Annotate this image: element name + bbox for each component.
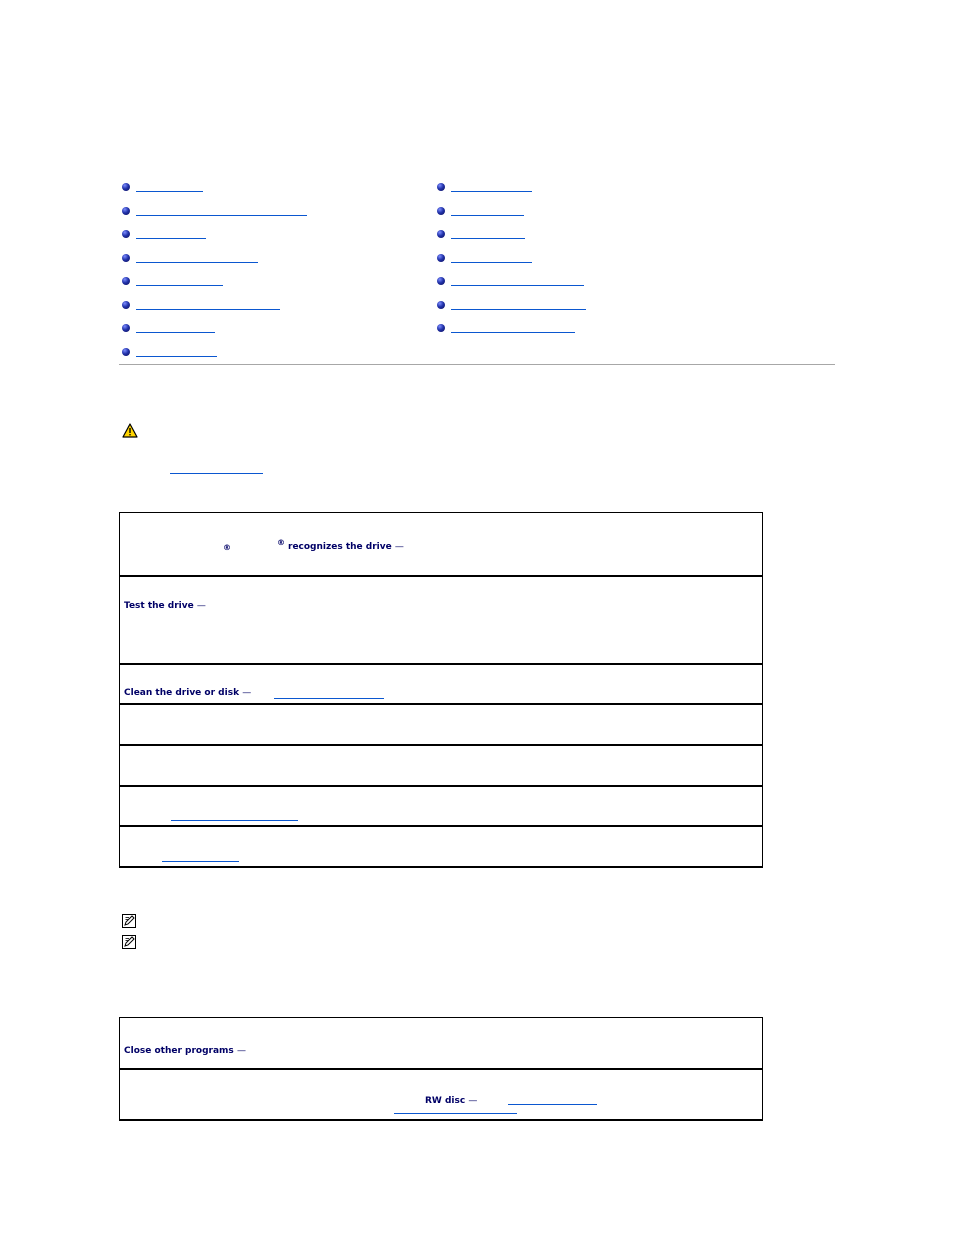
nav-link[interactable]: [451, 215, 524, 216]
note-icon: [122, 935, 136, 949]
bullet-icon: [122, 230, 130, 238]
bullet-icon: [437, 183, 445, 191]
nav-link[interactable]: [451, 191, 532, 192]
nav-link[interactable]: [136, 309, 280, 310]
nav-link[interactable]: [451, 238, 525, 239]
table-row: [120, 1018, 762, 1070]
nav-link[interactable]: [136, 262, 258, 263]
row-heading: Test the drive: [124, 601, 194, 611]
nav-link[interactable]: [136, 215, 307, 216]
em-dash: —: [236, 1046, 246, 1056]
em-dash: —: [468, 1096, 478, 1106]
row-link[interactable]: [394, 1113, 517, 1114]
bullet-icon: [122, 183, 130, 191]
bullet-icon: [122, 301, 130, 309]
bullet-icon: [122, 277, 130, 285]
bullet-icon: [437, 324, 445, 332]
registered-mark: ®: [223, 543, 231, 552]
bullet-icon: [122, 348, 130, 356]
row-link[interactable]: [508, 1104, 597, 1105]
em-dash: —: [394, 542, 404, 552]
bullet-icon: [437, 207, 445, 215]
troubleshooting-table-2: [119, 1017, 763, 1121]
table-row: [120, 705, 762, 746]
bullet-icon: [122, 324, 130, 332]
row-heading: Close other programs: [124, 1046, 234, 1056]
table-row: [120, 513, 762, 577]
nav-link[interactable]: [136, 191, 203, 192]
bullet-icon: [437, 230, 445, 238]
nav-link[interactable]: [451, 332, 575, 333]
bullet-icon: [437, 277, 445, 285]
row-link[interactable]: [171, 820, 298, 821]
table-row: [120, 577, 762, 665]
section-divider: [119, 364, 835, 365]
nav-link[interactable]: [136, 356, 217, 357]
nav-link[interactable]: [136, 332, 215, 333]
em-dash: —: [242, 688, 252, 698]
bullet-icon: [122, 254, 130, 262]
nav-link[interactable]: [451, 262, 532, 263]
troubleshooting-table-1: [119, 512, 763, 868]
nav-link[interactable]: [451, 285, 584, 286]
em-dash: —: [196, 601, 206, 611]
row-heading: RW disc: [425, 1096, 466, 1106]
row-heading: recognizes the drive: [288, 542, 392, 552]
note-icon: [122, 914, 136, 928]
bullet-icon: [122, 207, 130, 215]
row-link[interactable]: [162, 861, 239, 862]
caution-icon: [122, 423, 138, 438]
row-link[interactable]: [274, 698, 384, 699]
table-row: [120, 1070, 762, 1121]
bullet-icon: [437, 254, 445, 262]
table-row: [120, 787, 762, 827]
nav-link[interactable]: [136, 285, 223, 286]
nav-link[interactable]: [136, 238, 206, 239]
table-row: [120, 665, 762, 705]
registered-mark: ®: [277, 538, 285, 547]
table-row: [120, 746, 762, 787]
nav-link[interactable]: [451, 309, 586, 310]
row-heading: Clean the drive or disk: [124, 688, 240, 698]
table-row: [120, 827, 762, 868]
caution-link[interactable]: [170, 473, 263, 474]
bullet-icon: [437, 301, 445, 309]
